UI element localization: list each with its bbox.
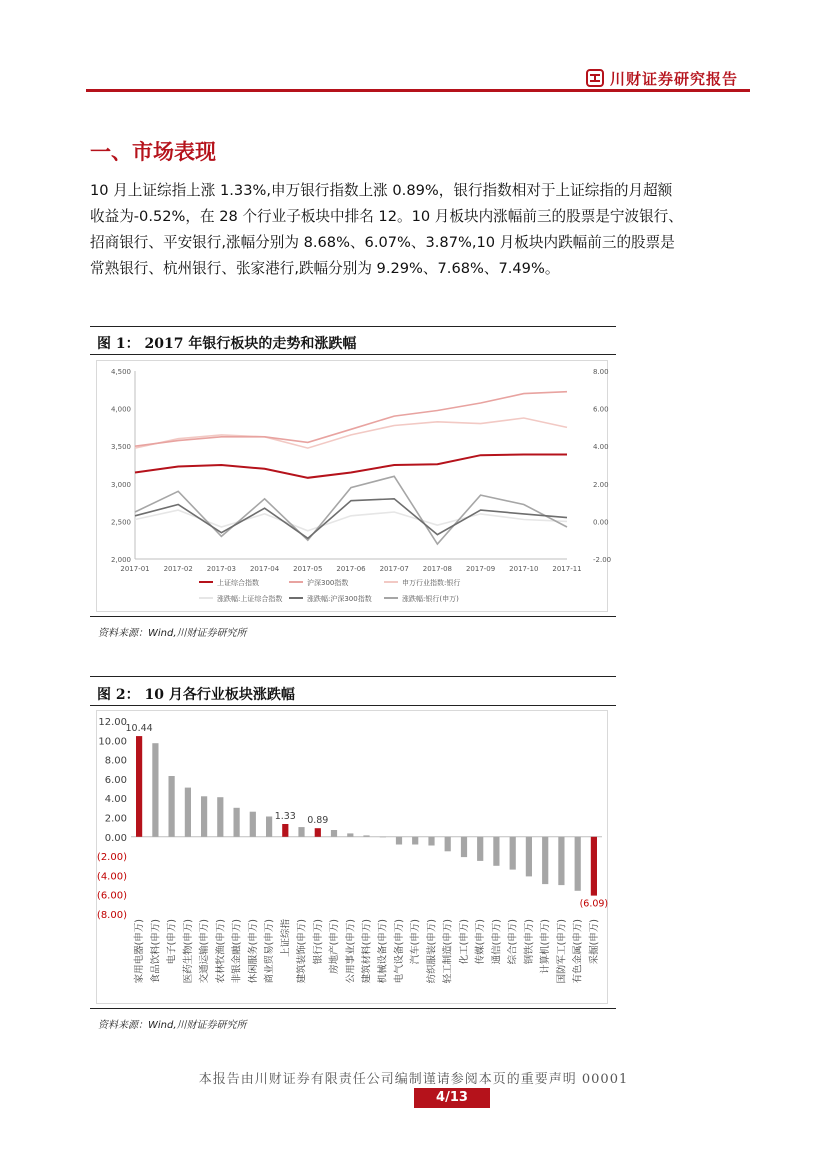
- figure1-top-rule: [90, 326, 616, 327]
- fig1-right-tick: -2.00: [593, 556, 612, 564]
- figure2-svg: [97, 711, 607, 1003]
- fig2-bar: [234, 808, 240, 837]
- fig1-legend-label: 涨跌幅:上证综合指数: [217, 595, 283, 603]
- fig2-bar: [201, 796, 207, 837]
- fig1-x-tick: 2017-06: [336, 565, 366, 573]
- fig2-bar: [477, 837, 483, 861]
- figure1-source: 资料来源：Wind,川财证券研究所: [98, 628, 247, 639]
- fig2-category-label: 国防军工(申万): [556, 919, 568, 984]
- fig1-x-tick: 2017-02: [163, 565, 193, 573]
- fig2-category-label: 建筑装饰(申万): [296, 919, 308, 984]
- fig2-bar: [542, 837, 548, 884]
- fig2-y-tick: 4.00: [104, 794, 127, 806]
- fig2-bar: [428, 837, 434, 846]
- fig2-category-label: 非银金融(申万): [231, 919, 243, 984]
- fig2-category-label: 汽车(申万): [410, 919, 422, 965]
- fig1-x-tick: 2017-11: [552, 565, 582, 573]
- fig2-bar: [493, 837, 499, 866]
- paragraph-line: 常熟银行、杭州银行、张家港行,跌幅分别为 9.29%、7.68%、7.49%。: [90, 260, 560, 277]
- fig2-bar: [575, 837, 581, 891]
- fig1-legend-label: 沪深300指数: [307, 579, 349, 587]
- fig2-category-label: 采掘(申万): [588, 919, 600, 965]
- fig1-series-line: [135, 476, 567, 544]
- fig1-x-tick: 2017-08: [422, 565, 453, 573]
- fig2-bar: [347, 833, 353, 836]
- fig1-left-tick: 3,500: [110, 443, 131, 452]
- fig2-bar: [380, 837, 386, 838]
- fig2-category-label: 交通运输(申万): [199, 919, 211, 984]
- fig1-series-line: [135, 392, 567, 447]
- figure2-chart: [96, 710, 608, 1004]
- fig2-y-tick: (4.00): [96, 871, 127, 883]
- fig2-category-label: 轻工制造(申万): [442, 919, 454, 984]
- fig1-x-tick: 2017-10: [509, 565, 539, 573]
- paragraph-line: 招商银行、平安银行,涨幅分别为 8.68%、6.07%、3.87%,10 月板块内跌幅前三的股票是: [90, 234, 675, 251]
- footer-disclaimer: 本报告由川财证券有限责任公司编制谨请参阅本页的重要声明 00001: [198, 1072, 629, 1087]
- fig2-category-label: 家用电器(申万): [134, 919, 146, 984]
- fig2-category-label: 公用事业(申万): [345, 919, 357, 984]
- fig2-category-label: 化工(申万): [458, 919, 470, 965]
- fig2-data-label: (6.09): [579, 898, 609, 910]
- fig2-y-tick: 10.00: [98, 736, 127, 748]
- fig2-category-label: 纺织服装(申万): [426, 919, 438, 984]
- fig1-legend-label: 申万行业指数:银行: [402, 579, 461, 587]
- fig2-y-tick: 12.00: [98, 717, 127, 728]
- fig2-bar: [591, 837, 597, 896]
- fig2-category-label: 农林牧渔(申万): [215, 919, 227, 984]
- fig1-right-tick: 4.00: [593, 443, 609, 452]
- fig2-bar: [136, 736, 142, 837]
- figure1-title: 图 1： 2017 年银行板块的走势和涨跌幅: [97, 336, 357, 352]
- fig2-bar: [250, 812, 256, 837]
- fig1-left-tick: 2,000: [110, 556, 131, 564]
- fig2-y-tick: 0.00: [104, 832, 127, 844]
- section-title: 一、市场表现: [90, 139, 216, 164]
- fig2-bar: [331, 830, 337, 837]
- fig2-category-label: 传媒(申万): [475, 919, 487, 965]
- fig2-bar: [461, 837, 467, 857]
- fig2-bar: [298, 827, 304, 837]
- fig1-left-tick: 2,500: [110, 518, 131, 527]
- page-number: 4/13: [414, 1088, 490, 1108]
- fig2-bar: [185, 788, 191, 837]
- fig2-bar: [510, 837, 516, 870]
- fig1-x-tick: 2017-05: [293, 565, 323, 573]
- fig2-data-label: 1.33: [274, 810, 296, 822]
- fig2-category-label: 有色金属(申万): [572, 919, 584, 984]
- fig2-category-label: 休闲服务(申万): [247, 919, 259, 984]
- fig1-right-tick: 2.00: [593, 480, 609, 489]
- body-paragraph: [90, 178, 740, 282]
- fig2-category-label: 电气设备(申万): [393, 919, 405, 984]
- fig2-bar: [445, 837, 451, 852]
- fig2-category-label: 建筑材料(申万): [361, 919, 373, 984]
- chuancai-logo-icon: [586, 69, 604, 87]
- fig2-category-label: 房地产(申万): [329, 919, 341, 974]
- fig2-category-label: 钢铁(申万): [523, 919, 535, 965]
- fig1-series-line: [135, 455, 567, 478]
- figure1-chart: [96, 360, 612, 612]
- fig2-y-tick: (8.00): [96, 910, 127, 921]
- fig2-category-label: 计算机(申万): [540, 919, 552, 974]
- fig1-right-tick: 6.00: [593, 405, 609, 414]
- fig2-category-label: 医药生物(申万): [182, 919, 194, 984]
- fig2-bar: [526, 837, 532, 877]
- fig1-x-tick: 2017-07: [379, 565, 409, 573]
- fig1-x-tick: 2017-04: [249, 565, 280, 573]
- paragraph-line: 收益为-0.52%，在 28 个行业子板块中排名 12。10 月板块内涨幅前三的股票是宁波银行、: [90, 208, 683, 225]
- fig1-series-line: [135, 418, 567, 448]
- fig1-left-tick: 4,500: [110, 368, 131, 376]
- fig2-bar: [266, 817, 272, 837]
- figure1-bottom-rule: [90, 616, 616, 617]
- figure2-source: 资料来源：Wind,川财证券研究所: [98, 1020, 247, 1031]
- fig2-category-label: 机械设备(申万): [377, 919, 389, 984]
- fig2-category-label: 综合(申万): [507, 919, 519, 965]
- fig2-category-label: 上证综指: [280, 919, 292, 958]
- fig2-data-label: 0.89: [307, 815, 329, 827]
- fig1-right-tick: 8.00: [593, 368, 609, 376]
- fig2-bar: [363, 835, 369, 836]
- fig1-x-tick: 2017-09: [465, 565, 496, 573]
- fig2-bar: [169, 776, 175, 837]
- fig2-bar: [412, 837, 418, 845]
- fig1-series-line: [135, 499, 567, 539]
- header-brand: 川财证券研究报告: [610, 70, 739, 88]
- fig2-data-label: 10.44: [125, 723, 153, 735]
- fig2-y-tick: 8.00: [104, 755, 127, 767]
- fig2-bar: [152, 743, 158, 837]
- figure1-svg: [97, 361, 612, 611]
- figure1-title-rule: [90, 354, 616, 355]
- fig1-legend-label: 涨跌幅:沪深300指数: [307, 595, 372, 603]
- fig2-y-tick: 2.00: [104, 813, 127, 825]
- fig2-y-tick: (2.00): [96, 852, 127, 864]
- fig2-category-label: 银行(申万): [312, 919, 324, 965]
- fig2-y-tick: (6.00): [96, 890, 127, 902]
- fig1-x-tick: 2017-01: [120, 565, 150, 573]
- fig1-x-tick: 2017-03: [206, 565, 237, 573]
- fig1-legend-label: 涨跌幅:银行(申万): [402, 595, 459, 603]
- fig2-bar: [558, 837, 564, 885]
- fig2-bar: [282, 824, 288, 837]
- figure2-top-rule: [90, 676, 616, 677]
- fig1-left-tick: 3,000: [110, 480, 131, 489]
- fig2-y-tick: 6.00: [104, 774, 127, 786]
- figure2-bottom-rule: [90, 1008, 616, 1009]
- fig2-bar: [217, 797, 223, 837]
- figure2-title: 图 2： 10 月各行业板块涨跌幅: [97, 687, 295, 703]
- fig1-right-tick: 0.00: [593, 518, 609, 527]
- fig2-category-label: 商业贸易(申万): [264, 919, 276, 984]
- fig2-bar: [315, 828, 321, 837]
- fig2-bar: [396, 837, 402, 845]
- figure2-title-rule: [90, 705, 616, 706]
- fig2-category-label: 食品饮料(申万): [150, 919, 162, 984]
- fig1-left-tick: 4,000: [110, 405, 131, 414]
- fig1-legend-label: 上证综合指数: [217, 579, 259, 587]
- fig2-category-label: 电子(申万): [166, 919, 178, 965]
- paragraph-line: 10 月上证综指上涨 1.33%,申万银行指数上涨 0.89%，银行指数相对于上证综指的月超额: [90, 182, 673, 199]
- header-rule: [86, 89, 750, 92]
- fig2-category-label: 通信(申万): [491, 919, 503, 965]
